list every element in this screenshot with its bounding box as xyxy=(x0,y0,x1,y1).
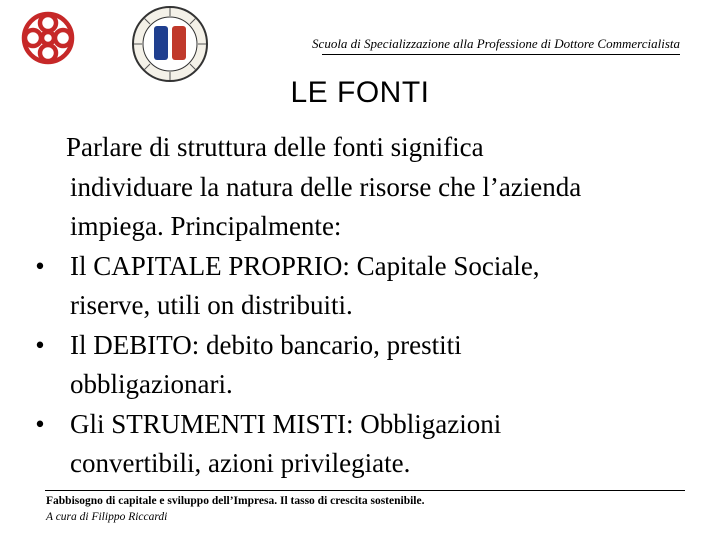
bullet-item xyxy=(22,326,702,366)
bullet-icon: • xyxy=(35,329,45,360)
bullet-item xyxy=(22,405,702,445)
bullet-item-continuation xyxy=(22,365,702,405)
bullet-item-continuation xyxy=(22,286,702,326)
slide-body xyxy=(22,128,702,484)
slide-title: LE FONTI xyxy=(290,76,430,109)
intro-line: individuare la natura delle risorse che l’azienda xyxy=(70,171,582,202)
header-school-name: Scuola di Specializzazione alla Professione di Dottore Commercialista xyxy=(312,36,680,51)
bullet-item-continuation xyxy=(22,444,702,484)
footer-divider xyxy=(45,490,685,491)
bullet-line: convertibili, azioni privilegiate. xyxy=(70,448,411,478)
ordine-logo-icon xyxy=(18,8,78,68)
bullet-icon: • xyxy=(35,250,45,281)
bullet-line: riserve, utili on distribuiti. xyxy=(70,290,353,320)
bullet-line: obbligazionari. xyxy=(70,369,233,399)
intro-line: Parlare di struttura delle fonti significa xyxy=(66,132,484,162)
footer-course-title: Fabbisogno di capitale e sviluppo dell’Impresa. Il tasso di crescita sostenibile. xyxy=(46,495,425,507)
intro-line: impiega. Principalmente: xyxy=(70,211,342,241)
bullet-line: Il CAPITALE PROPRIO: Capitale Sociale, xyxy=(70,250,540,281)
bullet-line: Gli STRUMENTI MISTI: Obbligazioni xyxy=(70,408,502,439)
bullet-line: Il DEBITO: debito bancario, prestiti xyxy=(70,329,462,360)
university-seal-icon xyxy=(130,4,210,84)
footer-author: A cura di Filippo Riccardi xyxy=(46,511,168,523)
header-divider xyxy=(322,54,680,55)
bullet-item xyxy=(22,247,702,287)
bullet-icon: • xyxy=(35,408,45,439)
